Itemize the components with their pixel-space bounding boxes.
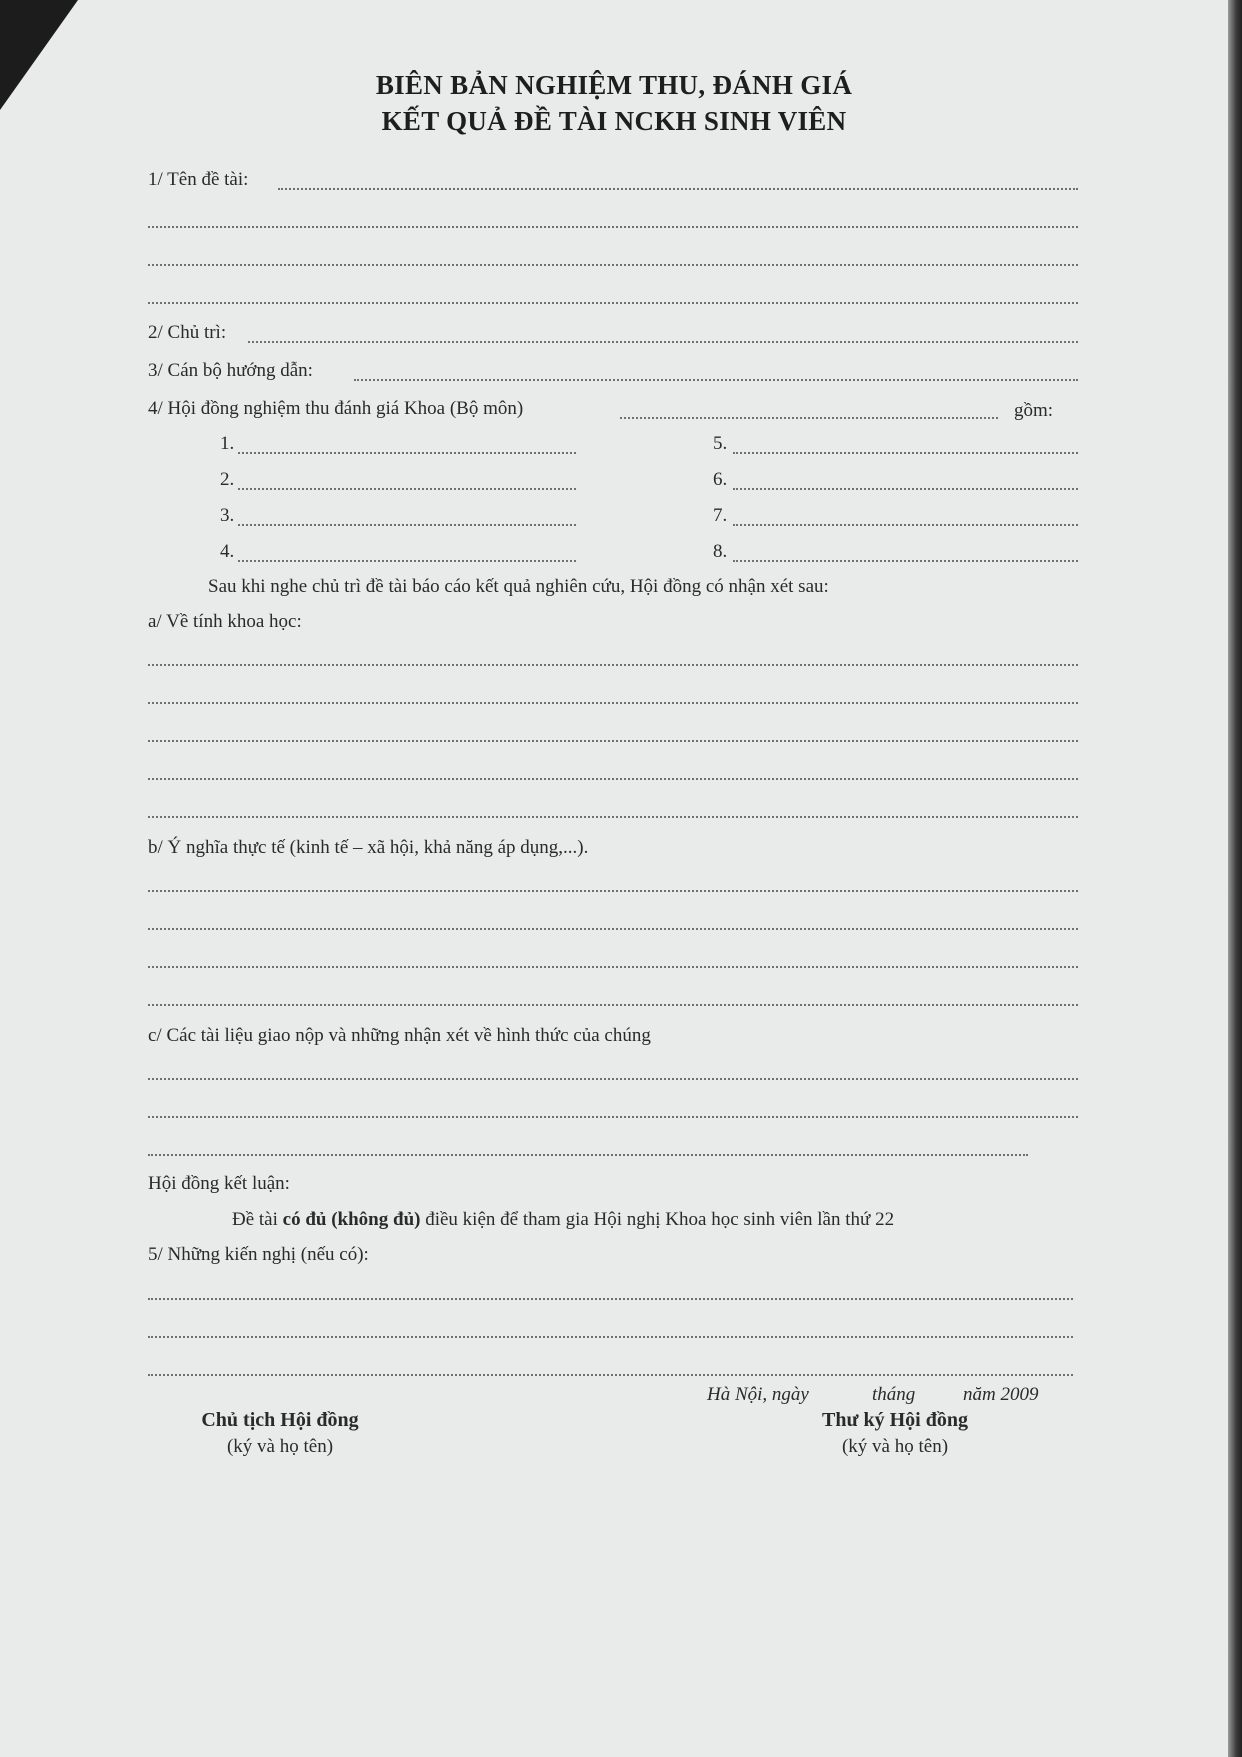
member-7-line [733, 524, 1078, 526]
page-edge-shadow [1228, 0, 1242, 1757]
member-1-line [238, 452, 576, 454]
section-c-line-3 [148, 1154, 1028, 1156]
recommendations-line-2 [148, 1336, 1073, 1338]
member-4-label: 4. [220, 541, 235, 562]
member-4-line [238, 560, 576, 562]
topic-name-line-4 [148, 302, 1078, 304]
section-b-label: b/ Ý nghĩa thực tế (kinh tế – xã hội, khả năng áp dụng,...). [148, 837, 589, 858]
recommendations-line-1 [148, 1298, 1073, 1300]
secretary-title: Thư ký Hội đồng [822, 1409, 968, 1431]
chair-note: (ký và họ tên) [226, 1436, 334, 1457]
section-b-line-4 [148, 1004, 1078, 1006]
section-b-line-2 [148, 928, 1078, 930]
date-month: tháng [872, 1384, 916, 1405]
chair-title: Chủ tịch Hội đồng [201, 1409, 359, 1431]
member-3-label: 3. [220, 505, 235, 526]
topic-name-line-1 [278, 188, 1078, 190]
topic-name-line-3 [148, 264, 1078, 266]
advisor-label: 3/ Cán bộ hướng dẫn: [148, 360, 313, 381]
section-b-line-3 [148, 966, 1078, 968]
advisor-line [354, 379, 1078, 381]
intro-text: Sau khi nghe chủ trì đề tài báo cáo kết quả nghiên cứu, Hội đồng có nhận xét sau: [208, 576, 829, 597]
section-a-line-3 [148, 740, 1078, 742]
member-3-line [238, 524, 576, 526]
recommendations-label: 5/ Những kiến nghị (nếu có): [148, 1244, 369, 1265]
section-a-line-5 [148, 816, 1078, 818]
section-a-line-4 [148, 778, 1078, 780]
member-8-line [733, 560, 1078, 562]
date-year: năm 2009 [963, 1384, 1039, 1405]
section-a-line-2 [148, 702, 1078, 704]
lead-researcher-line [248, 341, 1078, 343]
council-line [620, 417, 998, 419]
section-c-label: c/ Các tài liệu giao nộp và những nhận xét về hình thức của chúng [148, 1025, 651, 1046]
topic-name-line-2 [148, 226, 1078, 228]
member-6-label: 6. [713, 469, 728, 490]
secretary-note: (ký và họ tên) [841, 1436, 949, 1457]
section-c-line-1 [148, 1078, 1078, 1080]
member-5-line [733, 452, 1078, 454]
council-label: 4/ Hội đồng nghiệm thu đánh giá Khoa (Bộ môn) [148, 398, 524, 419]
chair-signature-block [150, 1407, 410, 1460]
document-title-line-1: BIÊN BẢN NGHIỆM THU, ĐÁNH GIÁ [375, 70, 853, 100]
document-title-line-2: KẾT QUẢ ĐỀ TÀI NCKH SINH VIÊN [381, 106, 847, 136]
section-a-line-1 [148, 664, 1078, 666]
lead-researcher-label: 2/ Chủ trì: [148, 322, 227, 343]
conclusion-text [232, 1208, 894, 1232]
member-5-label: 5. [713, 433, 728, 454]
secretary-signature-block [765, 1407, 1025, 1460]
conclusion-bold: có đủ (không đủ) [282, 1209, 421, 1230]
member-6-line [733, 488, 1078, 490]
conclusion-pre: Đề tài [232, 1209, 283, 1230]
section-a-label: a/ Về tính khoa học: [148, 611, 302, 632]
member-2-label: 2. [220, 469, 235, 490]
member-2-line [238, 488, 576, 490]
recommendations-line-3 [148, 1374, 1073, 1376]
topic-name-label: 1/ Tên đề tài: [148, 169, 249, 190]
member-8-label: 8. [713, 541, 728, 562]
section-c-line-2 [148, 1116, 1078, 1118]
conclusion-post: điều kiện để tham gia Hội nghị Khoa học sinh viên lần thứ 22 [420, 1209, 895, 1230]
council-suffix: gồm: [1014, 400, 1054, 421]
section-b-line-1 [148, 890, 1078, 892]
member-1-label: 1. [220, 433, 235, 454]
member-7-label: 7. [713, 505, 728, 526]
date-place: Hà Nội, ngày [707, 1384, 809, 1405]
conclusion-label: Hội đồng kết luận: [148, 1173, 290, 1194]
